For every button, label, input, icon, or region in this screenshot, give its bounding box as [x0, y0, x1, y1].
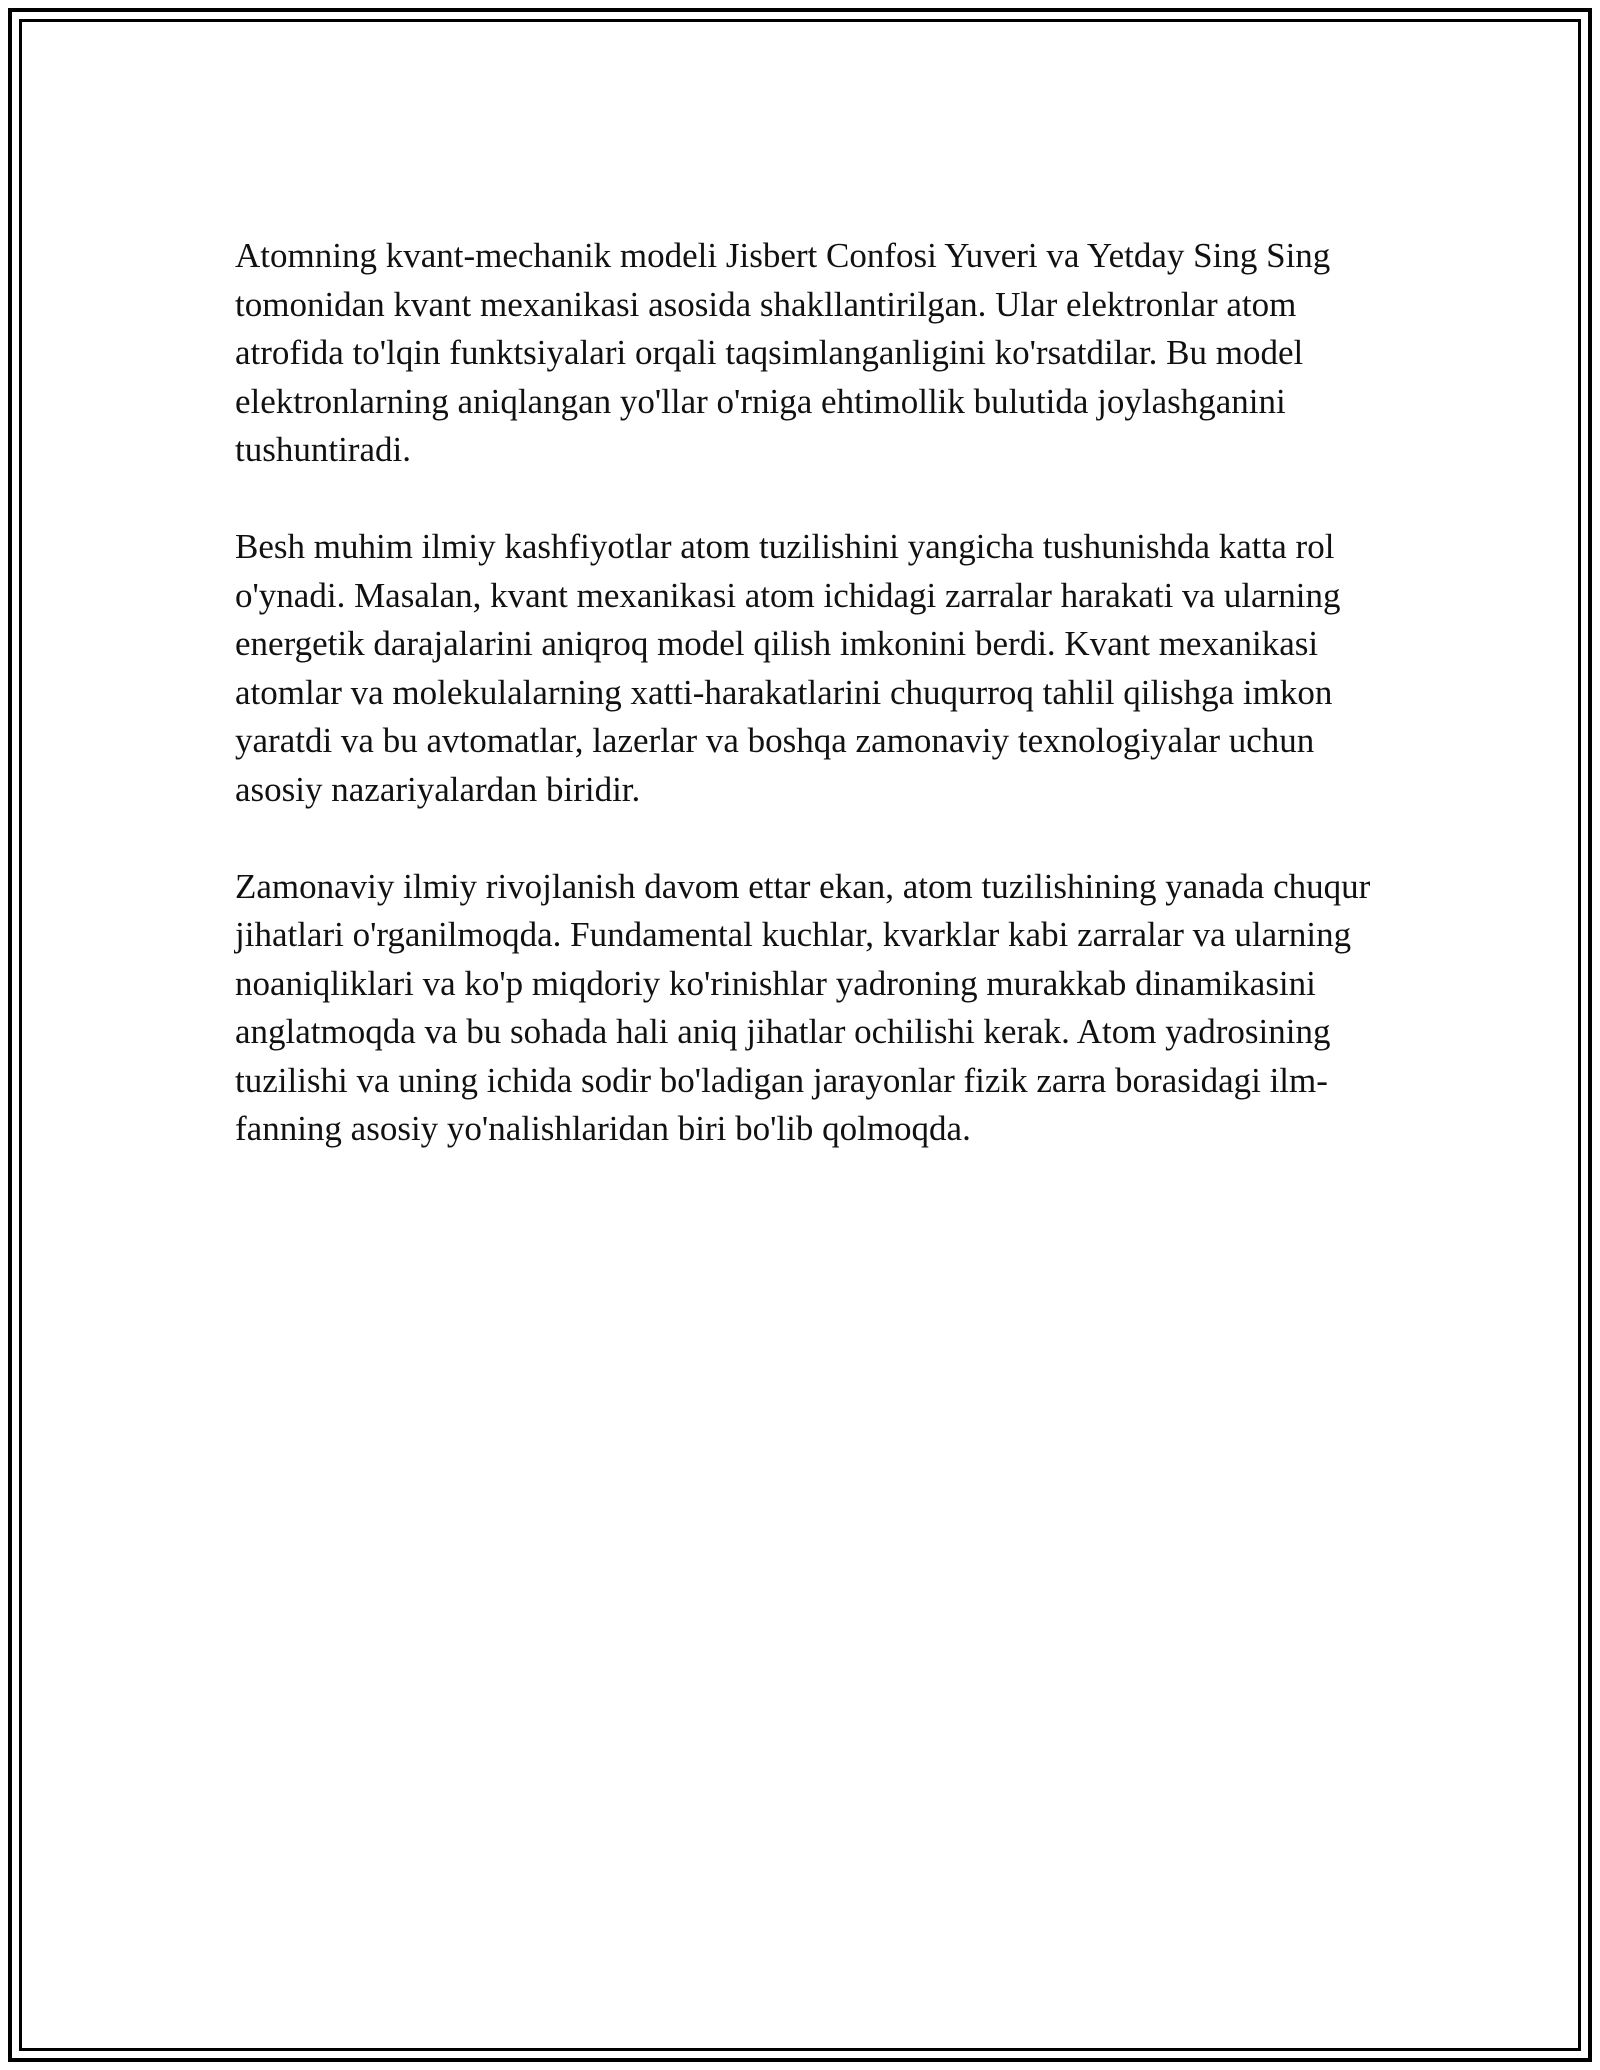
paragraph-2: Besh muhim ilmiy kashfiyotlar atom tuzilishini yangicha tushunishda katta rol o'ynadi. Masalan, kvant mexanikasi atom ichidagi zarralar harakati va ularning energetik darajalarini aniqroq model qilish imkonini berdi. Kvant mexanikasi atomlar va molekulalarning xatti-harakatlarini chuqurroq tahlil qilishga imkon yaratdi va bu avtomatlar, lazerlar va boshqa zamonaviy texnologiyalar uchun asosiy nazariyalardan biridir.	[235, 527, 1341, 809]
document-body	[235, 232, 1375, 1154]
paragraph-1: Atomning kvant-mechanik modeli Jisbert Confosi Yuveri va Yetday Sing Sing tomonidan kvant mexanikasi asosida shakllantirilgan. Ular elektronlar atom atrofida to'lqin funktsiyalari orqali taqsimlanganligini ko'rsatdilar. Bu model elektronlarning aniqlangan yo'llar o'rniga ehtimollik bulutida joylashganini tushuntiradi.	[235, 236, 1331, 469]
paragraph-3: Zamonaviy ilmiy rivojlanish davom ettar ekan, atom tuzilishining yanada chuqur jihatlari o'rganilmoqda. Fundamental kuchlar, kvarklar kabi zarralar va ularning noaniqliklari va ko'p miqdoriy ko'rinishlar yadroning murakkab dinamikasini anglatmoqda va bu sohada hali aniq jihatlar ochilishi kerak. Atom yadrosining tuzilishi va uning ichida sodir bo'ladigan jarayonlar fizik zarra borasidagi ilm-fanning asosiy yo'nalishlaridan biri bo'lib qolmoqda.	[235, 866, 1371, 1148]
